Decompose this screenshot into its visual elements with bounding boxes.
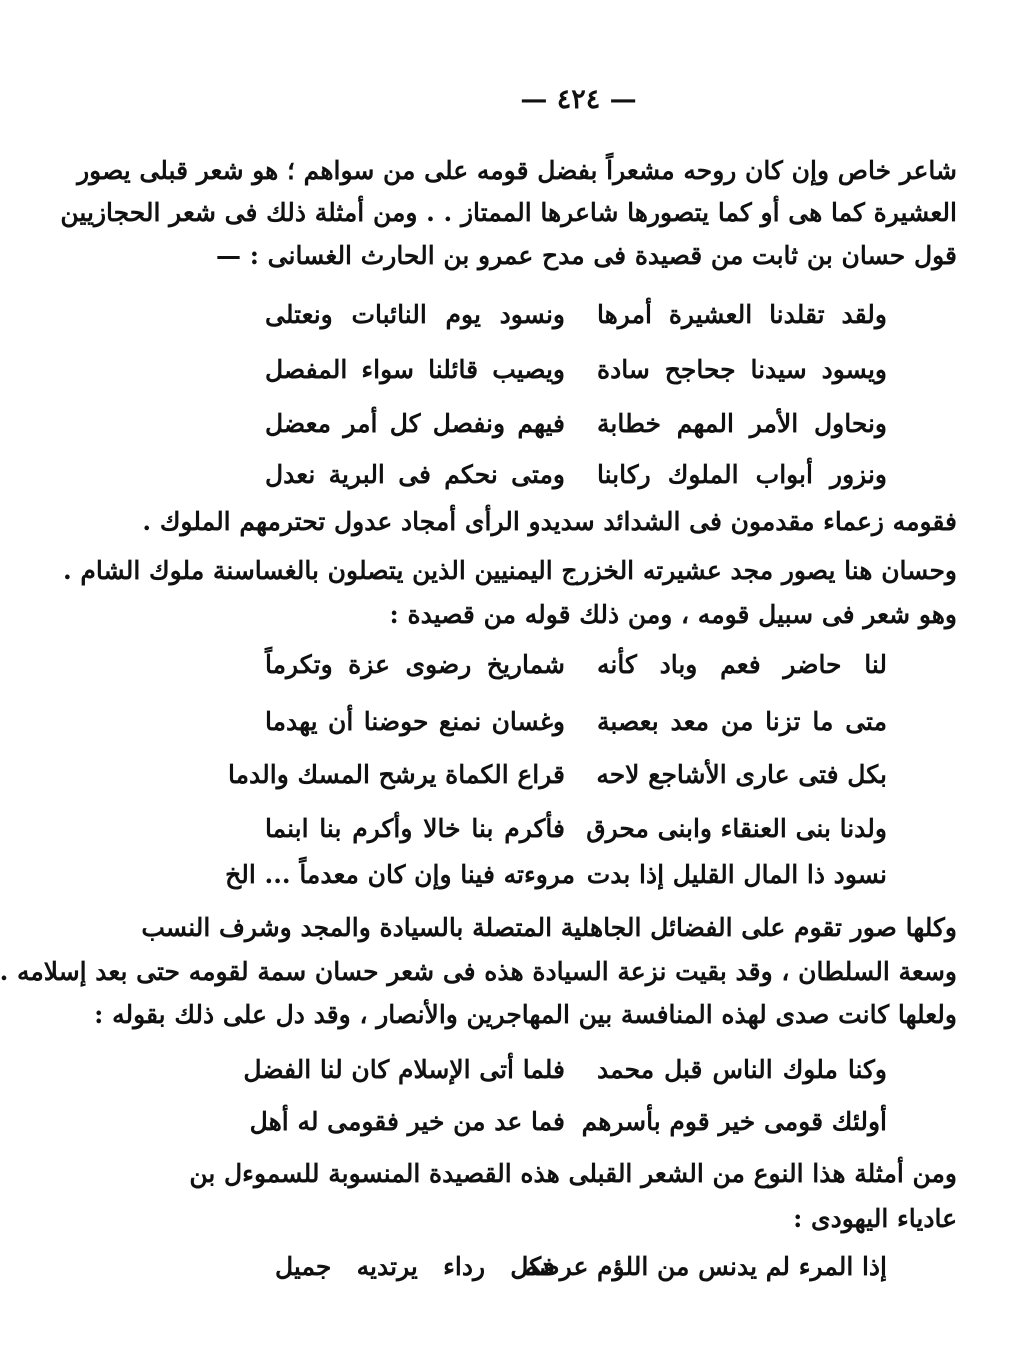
- verse-first-hemistich: ونزور أبواب الملوك ركابنا: [597, 460, 887, 489]
- verse-second-hemistich: ونسود يوم النائبات ونعتلى: [265, 300, 565, 329]
- page-number: — ٤٢٤ —: [520, 84, 637, 115]
- verse-first-hemistich: نسود ذا المال القليل إذا بدت: [586, 860, 887, 889]
- verse-line: [142, 755, 1015, 795]
- verse-first-hemistich: ولقد تقلدنا العشيرة أمرها: [597, 300, 887, 329]
- verse-first-hemistich: لنا حاضر فعم وباد كأنه: [597, 650, 887, 679]
- verse-first-hemistich: بكل فتى عارى الأشاجع لاحه: [596, 760, 887, 789]
- verse-second-hemistich: مروءته فينا وإن كان معدماً ... الخ: [225, 860, 575, 889]
- verse-first-hemistich: ويسود سيدنا جحاجح سادة: [597, 355, 887, 384]
- verse-first-hemistich: ونحاول الأمر المهم خطابة: [597, 409, 887, 438]
- verse-second-hemistich: شماريخ رضوى عزة وتكرماً: [265, 650, 565, 679]
- prose-line: العشيرة كما هى أو كما يتصورها شاعرها الممتاز . . ومن أمثلة ذلك فى شعر الحجازيين: [60, 198, 957, 227]
- verse-line: [142, 350, 1015, 390]
- verse-line: [142, 702, 1015, 742]
- prose-line: فقومه زعماء مقدمون فى الشدائد سديدو الرأى أمجاد عدول تحترمهم الملوك .: [142, 507, 957, 536]
- verse-line: [142, 404, 1015, 444]
- prose-line: شاعر خاص وإن كان روحه مشعراً بفضل قومه على من سواهم ؛ هو شعر قبلى يصور: [77, 156, 957, 185]
- verse-line: [142, 645, 1015, 685]
- verse-line: [142, 855, 1015, 895]
- verse-line: [142, 455, 1015, 495]
- verse-line: [142, 809, 1015, 849]
- verse-second-hemistich: ويصيب قائلنا سواء المفصل: [265, 355, 565, 384]
- verse-first-hemistich: أولئك قومى خير قوم بأسرهم: [581, 1107, 887, 1136]
- prose-line: عادياء اليهودى :: [793, 1204, 957, 1233]
- prose-line: وهو شعر فى سبيل قومه ، ومن ذلك قوله من قصيدة :: [389, 600, 957, 629]
- verse-first-hemistich: ولدنا بنى العنقاء وابنى محرق: [586, 814, 887, 843]
- verse-second-hemistich: ومتى نحكم فى البرية نعدل: [265, 460, 565, 489]
- verse-second-hemistich: فيهم ونفصل كل أمر معضل: [265, 409, 565, 438]
- verse-line: [142, 1050, 1015, 1090]
- verse-second-hemistich: قراع الكماة يرشح المسك والدما: [228, 760, 565, 789]
- verse-second-hemistich: وغسان نمنع حوضنا أن يهدما: [265, 707, 565, 736]
- verse-line: [142, 1102, 1015, 1142]
- prose-line: قول حسان بن ثابت من قصيدة فى مدح عمرو بن الحارث الغسانى : —: [216, 241, 957, 270]
- verse-first-hemistich: وكنا ملوك الناس قبل محمد: [597, 1055, 887, 1084]
- prose-line: وسعة السلطان ، وقد بقيت نزعة السيادة هذه فى شعر حسان سمة لقومه حتى بعد إسلامه .: [0, 957, 957, 986]
- prose-line: ومن أمثلة هذا النوع من الشعر القبلى هذه القصيدة المنسوبة للسموءل بن: [189, 1159, 957, 1188]
- prose-line: وحسان هنا يصور مجد عشيرته الخزرج اليمنيين الذين يتصلون بالغساسنة ملوك الشام .: [62, 556, 957, 585]
- verse-line: [142, 295, 1015, 335]
- verse-line: [142, 1247, 1015, 1287]
- verse-second-hemistich: فأكرم بنا خالا وأكرم بنا ابنما: [265, 814, 565, 843]
- verse-first-hemistich: إذا المرء لم يدنس من اللؤم عرضه: [525, 1252, 887, 1281]
- verse-second-hemistich: فلما أتى الإسلام كان لنا الفضل: [243, 1055, 565, 1084]
- prose-line: وكلها صور تقوم على الفضائل الجاهلية المتصلة بالسيادة والمجد وشرف النسب: [141, 913, 957, 942]
- verse-first-hemistich: متى ما تزنا من معد بعصبة: [597, 707, 887, 736]
- verse-second-hemistich: فكل رداء يرتديه جميل: [275, 1252, 555, 1281]
- prose-line: ولعلها كانت صدى لهذه المنافسة بين المهاجرين والأنصار ، وقد دل على ذلك بقوله :: [94, 1000, 957, 1029]
- verse-second-hemistich: فما عد من خير فقومى له أهل: [249, 1107, 565, 1136]
